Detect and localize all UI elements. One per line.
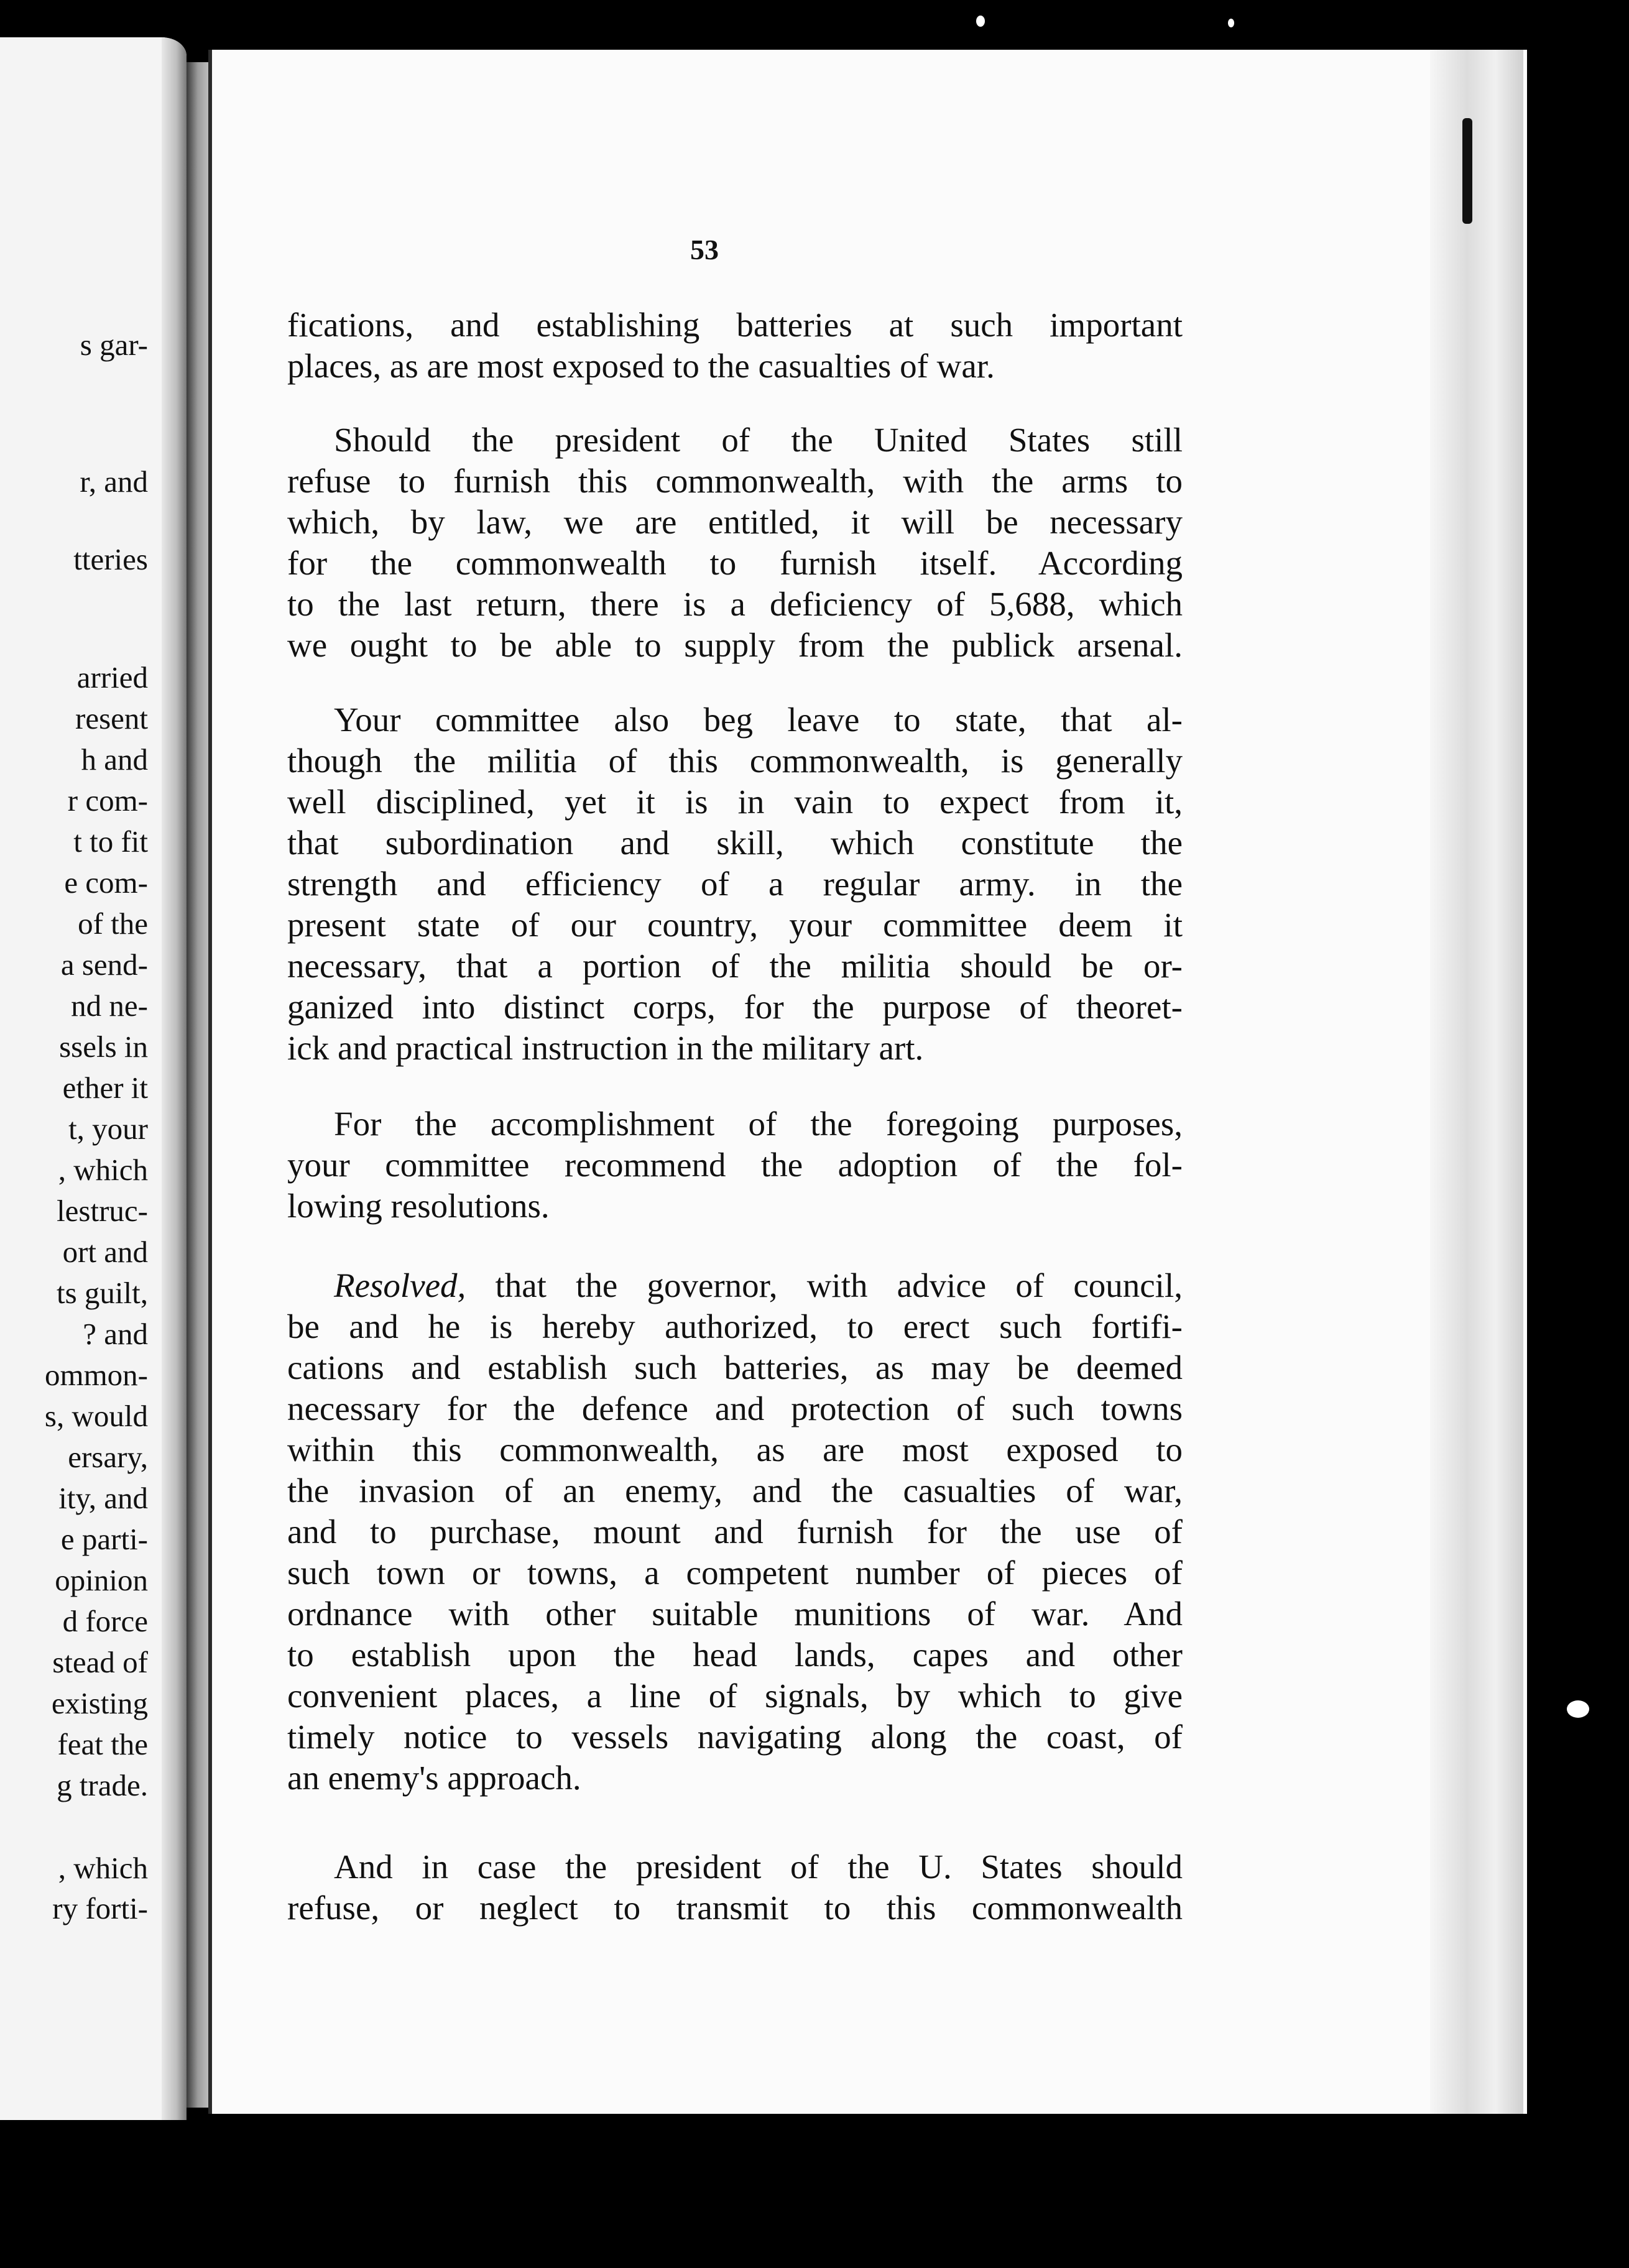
left-facing-page [0, 37, 187, 2120]
left-page-line: resent [75, 701, 148, 735]
left-page-line: ommon- [44, 1358, 148, 1392]
left-page-line: ry forti- [52, 1891, 148, 1925]
left-page-line: opinion [55, 1563, 148, 1597]
left-page-line: feat the [57, 1727, 148, 1761]
text-line: the invasion of an enemy, and the casualties of war, [287, 1472, 1183, 1510]
text-line: be and he is hereby authorized, to erect such fortifi- [287, 1307, 1183, 1345]
text-line: necessary, that a portion of the militia should be or- [287, 947, 1183, 985]
left-page-line: g trade. [57, 1768, 148, 1802]
text-line: fications, and establishing batteries at such important [287, 306, 1183, 344]
paragraph-1 [287, 305, 1183, 387]
left-page-line: , which [58, 1851, 148, 1885]
scan-speck [1228, 19, 1234, 27]
text-line: For the accomplishment of the foregoing purposes, [334, 1105, 1183, 1143]
left-page-line: lestruc- [57, 1194, 148, 1228]
text-line: which, by law, we are entitled, it will be necessary [287, 503, 1183, 541]
text-line: to the last return, there is a deficiency of 5,688, which [287, 585, 1183, 623]
left-page-line: t, your [68, 1112, 148, 1146]
left-page-line: ether it [62, 1071, 148, 1105]
text-line-rest: that the governor, with advice of council, [466, 1266, 1183, 1304]
left-page-line: existing [51, 1686, 148, 1720]
text-line: ick and practical instruction in the military art. [287, 1029, 924, 1067]
edge-tab-mark [1462, 118, 1472, 224]
paragraph-6 [287, 1846, 1183, 1929]
text-line [287, 1265, 1183, 1306]
left-page-line: s, would [44, 1399, 148, 1433]
text-line: timely notice to vessels navigating along the coast, of [287, 1718, 1183, 1756]
text-line: necessary for the defence and protection of such towns [287, 1390, 1183, 1427]
left-page-line: h and [81, 742, 148, 777]
left-page-line: ts guilt, [56, 1276, 148, 1310]
text-line: Should the president of the United States still [334, 421, 1183, 459]
left-page-line: arried [76, 660, 148, 694]
left-page-line: r com- [67, 783, 148, 818]
text-line: within this commonwealth, as are most exposed to [287, 1431, 1183, 1468]
left-page-line: ssels in [59, 1030, 148, 1064]
text-line: your committee recommend the adoption of the fol- [287, 1146, 1183, 1184]
text-line: present state of our country, your committee deem it [287, 906, 1183, 944]
left-page-line: e com- [64, 865, 148, 900]
paragraph-2 [287, 420, 1183, 666]
left-page-line: a send- [60, 947, 148, 982]
left-page-line: e parti- [60, 1522, 148, 1556]
text-line: Your committee also beg leave to state, that al- [334, 701, 1183, 739]
paragraph-3 [287, 699, 1183, 1069]
text-line: ordnance with other suitable munitions of war. And [287, 1595, 1183, 1633]
text-line: refuse, or neglect to transmit to this commonwealth [287, 1889, 1183, 1927]
text-line: strength and efficiency of a regular army. in the [287, 865, 1183, 903]
text-line: convenient places, a line of signals, by which to give [287, 1677, 1183, 1715]
left-page-line: , which [58, 1153, 148, 1187]
left-page-line: ort and [62, 1235, 148, 1269]
left-page-gutter [162, 37, 187, 2120]
text-line: we ought to be able to supply from the publick arsenal. [287, 626, 1183, 664]
scan-speck [1567, 1700, 1589, 1718]
left-page-line: stead of [52, 1645, 148, 1679]
left-page-line: s gar- [80, 328, 148, 362]
text-line: lowing resolutions. [287, 1187, 550, 1225]
paragraph-4 [287, 1104, 1183, 1227]
text-line: cations and establish such batteries, as may be deemed [287, 1348, 1183, 1386]
paragraph-5-resolution [287, 1265, 1183, 1799]
text-line: refuse to furnish this commonwealth, with the arms to [287, 462, 1183, 500]
text-line: that subordination and skill, which constitute the [287, 824, 1183, 862]
text-line: well disciplined, yet it is in vain to expect from it, [287, 783, 1183, 821]
text-line: an enemy's approach. [287, 1759, 581, 1797]
text-line: such town or towns, a competent number of pieces of [287, 1554, 1183, 1592]
text-line: for the commonwealth to furnish itself. According [287, 544, 1183, 582]
left-page-line: ity, and [58, 1481, 148, 1515]
scan-speck [976, 16, 985, 27]
left-page-line: of the [78, 906, 148, 941]
text-line: ganized into distinct corps, for the purpose of theoret- [287, 988, 1183, 1026]
right-page-edge [1430, 50, 1523, 2114]
text-line: And in case the president of the U. States should [334, 1848, 1183, 1886]
text-line: places, as are most exposed to the casualties of war. [287, 347, 995, 385]
page-number: 53 [690, 234, 719, 265]
text-line: though the militia of this commonwealth, is generally [287, 742, 1183, 780]
resolved-lead-word: Resolved, [334, 1266, 466, 1304]
left-page-line: t to fit [73, 824, 148, 859]
left-page-line: nd ne- [71, 989, 148, 1023]
left-page-line: ? and [83, 1317, 148, 1351]
left-page-line: tteries [73, 542, 148, 576]
text-line: and to purchase, mount and furnish for the use of [287, 1513, 1183, 1551]
left-page-line: r, and [80, 464, 148, 499]
left-page-line: d force [62, 1604, 148, 1638]
left-page-line: ersary, [68, 1440, 148, 1474]
text-line: to establish upon the head lands, capes and other [287, 1636, 1183, 1674]
